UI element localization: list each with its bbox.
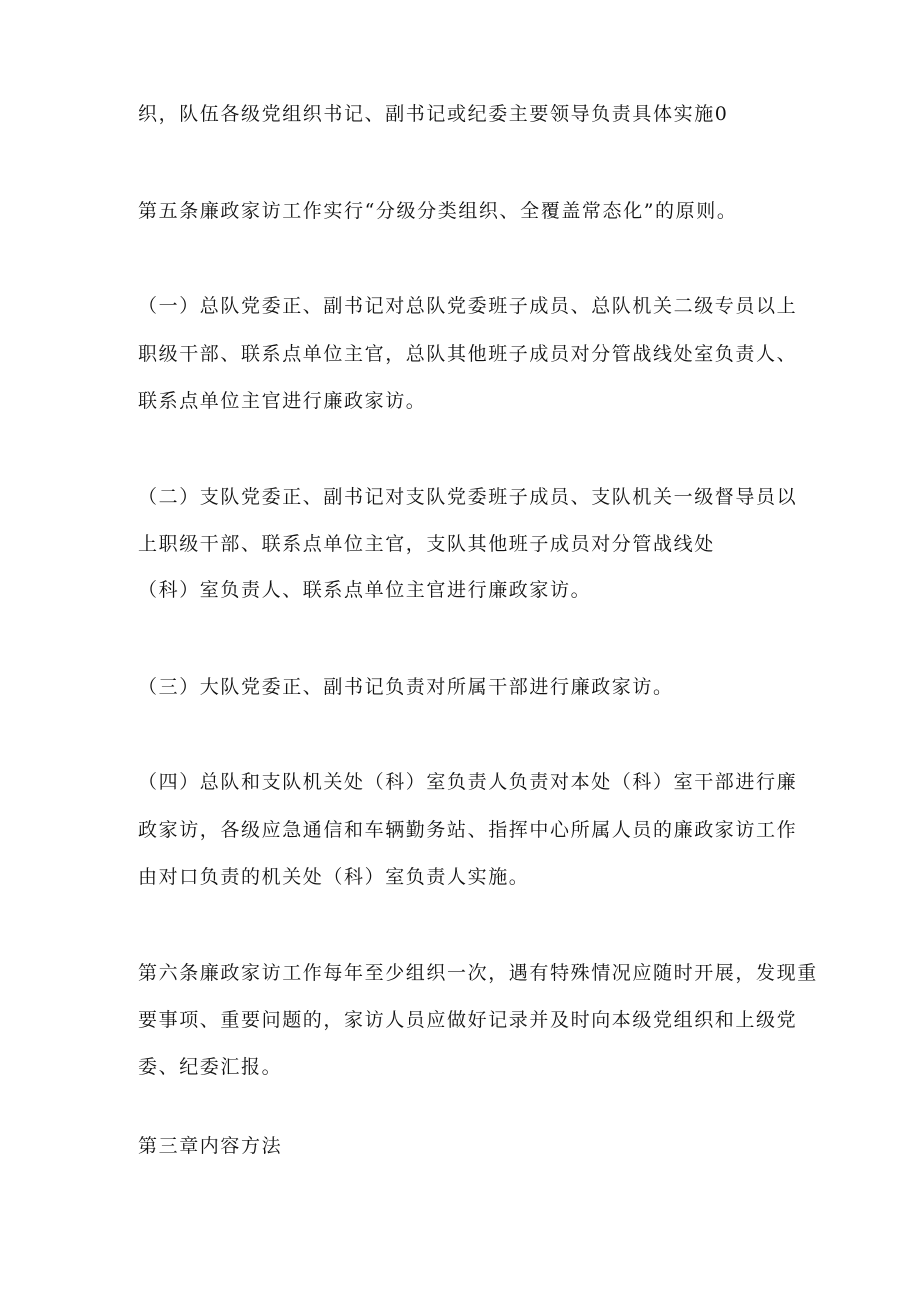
item-4-line-2: 政家访，各级应急通信和车辆勤务站、指挥中心所属人员的廉政家访工作	[138, 819, 798, 841]
item-1-line-1: （一）总队党委正、副书记对总队党委班子成员、总队机关二级专员以上	[138, 295, 798, 317]
item-1-line-2: 职级干部、联系点单位主官，总队其他班子成员对分管战线处室负责人、	[138, 343, 798, 365]
chapter-3-heading: 第三章内容方法	[138, 1135, 283, 1157]
item-2-line-3: （科）室负责人、联系点单位主官进行廉政家访。	[138, 579, 592, 601]
item-1-line-3: 联系点单位主官进行廉政家访。	[138, 390, 427, 412]
item-2-line-2: 上职级干部、联系点单位主官，支队其他班子成员对分管战线处	[138, 533, 715, 555]
article-6-line-2: 要事项、重要问题的，家访人员应做好记录并及时向本级党组织和上级党	[138, 1009, 798, 1031]
item-4-line-3: 由对口负责的机关处（科）室负责人实施。	[138, 866, 530, 888]
article-6-line-1: 第六条廉政家访工作每年至少组织一次，遇有特殊情况应随时开展，发现重	[138, 962, 818, 984]
item-4-line-1: （四）总队和支队机关处（科）室负责人负责对本处（科）室干部进行廉	[138, 771, 798, 793]
text-line: 织，队伍各级党组织书记、副书记或纪委主要领导负责具体实施0	[138, 103, 729, 125]
item-3-line: （三）大队党委正、副书记负责对所属干部进行廉政家访。	[138, 676, 674, 698]
article-5-line: 第五条廉政家访工作实行“分级分类组织、全覆盖常态化”的原则。	[138, 200, 738, 222]
item-2-line-1: （二）支队党委正、副书记对支队党委班子成员、支队机关一级督导员以	[138, 486, 798, 508]
article-6-line-3: 委、纪委汇报。	[138, 1056, 283, 1078]
